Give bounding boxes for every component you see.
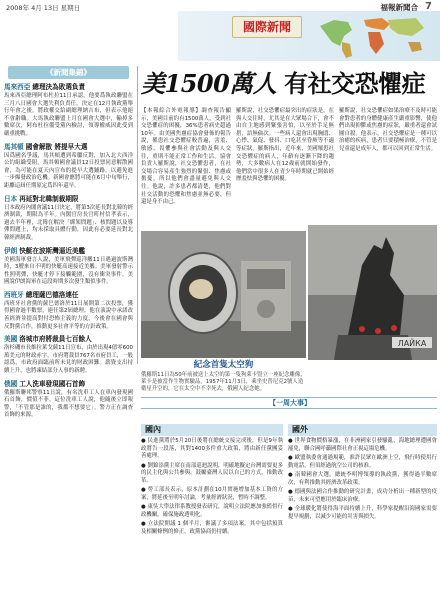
digest-body: 俄羅斯聯邦警察11日說，有名洗車工人在車內發現國石首飾，價值不菲。這位洗車工人說，他隨後立即報警，「不管那是誰的，我都不想要它」。警方正在調查首飾的來源。: [4, 389, 133, 419]
digest-headline: 馬來西亞 總理決為敗選負責: [4, 83, 86, 91]
international-item: ● 歐盟執委會通過規範，准許民眾在歐洲上空，飛行時使用行動電話，但須經過航空公司的核准。: [288, 455, 437, 469]
news-digest-sidebar: [4, 66, 133, 606]
digest-body: 馬來西亞總理阿布杜拉11日承認，他要爲執政聯盟在三月八日國會大選失利負責任，決定在12月執政黨舉行年會之後，將政權交給副總理納吉布，但表示他絕不會辭職。大馬執政聯盟上月在國會大選中，輸掉多數席次，阿布杜拉備受黨內檢討，領導權威因此受到嚴重挑戰。: [4, 93, 133, 137]
digest-item: [4, 335, 133, 375]
international-title: 國外: [288, 424, 437, 436]
publication-name: 福報新聞合: [380, 3, 418, 12]
page-number: 7: [425, 1, 432, 12]
digest-item: [4, 195, 133, 243]
issue-date: 2008年 4月 13日 星期日: [6, 4, 81, 12]
digest-location: 伊朗: [4, 246, 18, 255]
domestic-title: 國內: [141, 424, 283, 436]
digest-item: [4, 83, 133, 139]
domestic-item: ● 民進黨將於5月20日後將在總統交接完成後，但是9年執政將告一段落，其對1400多件重大政策，將由新任黨團妥善處理。: [141, 438, 283, 459]
digest-location: 日本: [4, 194, 18, 203]
domestic-section: [141, 424, 283, 536]
section-title: 國際新聞: [232, 16, 302, 38]
article-column-2: 羅斯說，社交恐懼症最突出的症狀是，在與人交往時，尤其是在大眾場合下，會不由自主地感到緊張害怕，以至於手足無措，語無倫次。一些病人還會出現胸悶、心悸、氣促、發抖、口吃甚至昏厥等不適等症狀。羅斯指出，近年來，美國罹患社交恐懼症的病人，年齡有逐漸下降的趨勢，大多數病人在12歲前就開始發作，他們當中很多人在青少年時期就已開始經歷羞怯與恐懼的困擾。: [236, 108, 334, 183]
laika-monument-photo: [308, 225, 437, 360]
domestic-item: ● 勞工部長表示，原本計劃在10月實施增加基本工資的方案，將延後至明年討論，考量經濟狀況，暫時不調整。: [141, 487, 283, 501]
digest-headline: 俄國 工人洗車發現國石首飾: [4, 379, 86, 388]
monument-illustration: [308, 225, 437, 360]
digest-item: [4, 380, 133, 420]
monument-plaque: ЛАЙКА: [397, 339, 427, 348]
international-item: ● 世界食物價格暴漲，在非洲國家引發騷亂，海地總理遭國會罷免，聯合國呼籲國際社會正視這場危機。: [288, 438, 437, 452]
main-headline: 美1500萬人 有社交恐懼症: [141, 69, 426, 98]
sidebar-title: 《新聞集錦》: [8, 66, 129, 79]
digest-headline: 西班牙 總理薩巴德洛連任: [4, 290, 79, 299]
digest-body: 日本政府內閣會議11日決定，將第3次延長對北韓的經濟制裁，期限為半年。內閣官房長官町村信孝表示，過去半年裡，北韓在解決「綁架問題」、核問題以及導彈問題上，均未採取具體行動，因此有必要延長對北韓經濟制裁。: [4, 204, 133, 241]
digest-item: [4, 291, 133, 331]
international-item: ● 德國與法國合作推動的研究計畫，成功分析出一種新型的疫苗，未來可望應用於臨床治療。: [288, 489, 437, 503]
digest-location: 俄國: [4, 379, 18, 388]
world-map-icon: [312, 12, 432, 60]
week-section-title: 【一周大事】: [260, 398, 320, 408]
international-section: [288, 424, 437, 521]
digest-headline: 美國 洛城市府將裁員七百餘人: [4, 335, 92, 344]
international-item: ● 全球暖化將使得海平面持續上升，科學家提醒沿海國家需要提早規劃，以減少可能的災害與損失。: [288, 506, 437, 520]
digest-headline: 伊朗 快艇在波斯灣逼近美艦: [4, 246, 86, 255]
digest-location: 美國: [4, 335, 18, 344]
photo-caption-text: 俄羅斯11日為50年前被送上太空的第一隻狗萊卡豎立一座紀念雕像，萊卡是被當作生物實驗品，1957年11月3日，乘坐史普尼克2號人造衛星升空的，它在太空中不幸死去，俄國人紀念她。: [141, 372, 306, 393]
digest-body: 西班牙社會黨的薩巴德洛於11日展開第二次投票，獲得國會過半數票，連任第2屆總理。他在演說中承諾改善經濟並提高對付恐怖主義的力度，今後會在國會與反對黨合作，推動更多社會平等的方針政策。: [4, 300, 133, 330]
digest-location: 西班牙: [4, 290, 24, 299]
digest-body: 洛杉磯市長維拉萊戈薩11日宣布，由於出現4億零600萬美元的財政赤字，市府將裁員767名市府員工，一般認爲，市政府面臨前所未見的財政困難。薪資支出持續上升，也將凍結部分人事的新聘。: [4, 345, 133, 375]
photo-caption-title: 紀念首隻太空狗: [193, 360, 254, 370]
digest-item: [4, 143, 133, 191]
digest-location: 馬來西亞: [4, 83, 31, 91]
digest-item: [4, 247, 133, 287]
exhibit-illustration: [141, 231, 306, 358]
digest-headline: 馬其頓 國會解散 將提早大選: [4, 142, 88, 151]
international-item: ● 南韓國會大選，總統李明博領導的執政黨，獲得過半數席次，有利推動其經濟改革政策。: [288, 472, 437, 486]
digest-location: 馬其頓: [4, 142, 24, 151]
digest-body: 美國海軍發言人說，美軍飛彈巡洋艦11日遇過波斯灣時，3艘來自不明的快艇高速接近美艦。美軍發射警示性照明彈，快艇才停下接觸範圍，沒有衝突事件。美國說伊朗海軍在這段時期多次發生類似事件。: [4, 256, 133, 286]
article-column-1: 【本報綜合外電報導】調查報告顯示，美國目前約有1500萬人，受到社交恐懼症的困擾，36%患者病史超過10年。由美國焦慮症協會發佈的報告說，罹患社交恐懼症較普遍，害羞、敏感、畏懼參與社會活動及與人交往，重則不能正常工作和生活。協會負責人羅斯說，社交恐懼患者，在社交場合容易產生強烈的緊張、焦慮或擔憂，所以他們會盡量避免與人交往。他說，許多患者都清楚，他們對社交活動的恐懼和焦慮並無必要，但還是身不由己。: [141, 108, 231, 206]
article-column-3: 羅斯說，社交恐懼症如果治療不及時可能會對患者的身體健康產生嚴重影響，使他們出現抑鬱或焦慮的症狀，嚴重者還會試圖自殺。他表示，社交恐懼症是一種可以治癒的疾病，患者只要積極治療，不管是兒童還是成年人，都可以回到正常生活。: [339, 108, 437, 152]
column-divider: [137, 66, 138, 364]
digest-body: 因爲國名爭議，馬其頓遭到希臘反對，加入北大西洋公約組織受阻，馬其頓國會議員12日投票同意解散國會，為可能在夏天內宣布的提早大選鋪路。以避免進一步爆發政治危機。新國會應將可能在6月中旬舉行，距離這屆任期原定爲四年還早。: [4, 152, 133, 189]
domestic-item: ● 立法院開議 1 個半月，審議了多項法案，其中包括預算及相關條例的修正，政黨協商仍持續。: [141, 521, 284, 535]
domestic-item: ● 東吳大學法律系教授發表研究，說明立法院應加強監督行政機關，確保施政透明化。: [141, 504, 283, 518]
space-dog-exhibit-photo: [141, 231, 306, 358]
digest-headline: 日本 再延對北韓制裁期限: [4, 194, 79, 203]
domestic-item: ● 劉錦添黨主席在南部巡迴說明，明確地擬定台灣需要更多的民主化與公共參與。鼓勵臺灣人民以自己的方式，推動改革。: [141, 462, 283, 484]
